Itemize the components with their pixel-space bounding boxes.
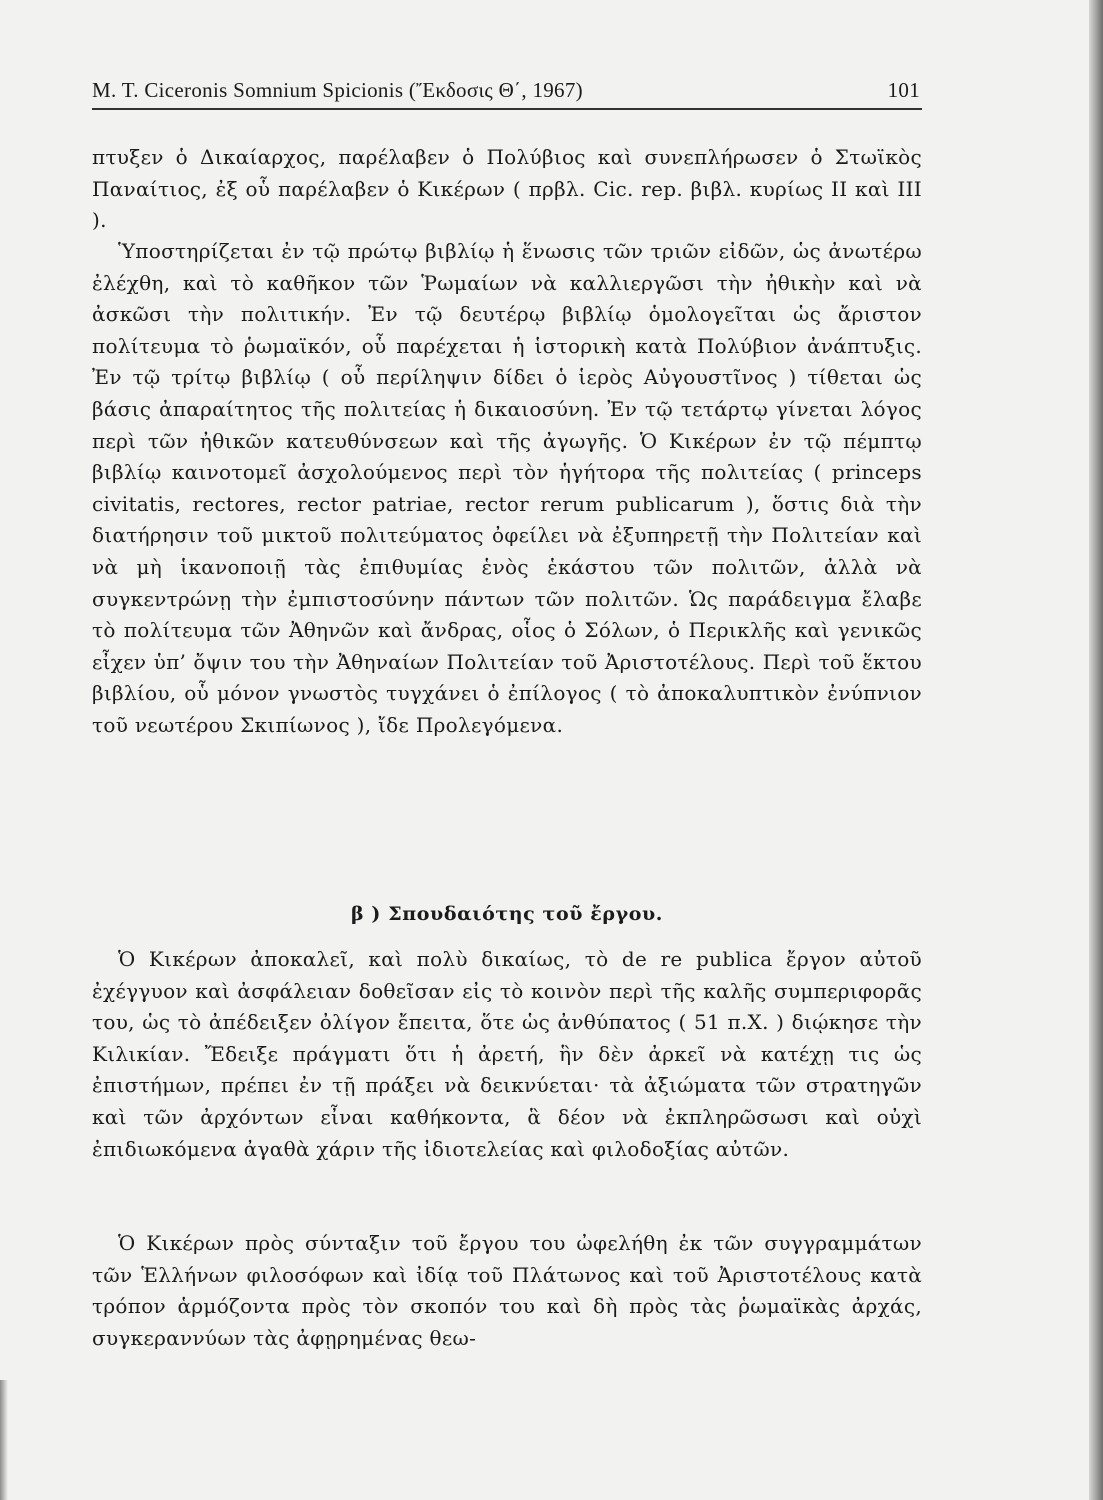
paragraph-importance: Ὁ Κικέρων ἀποκαλεῖ, καὶ πολὺ δικαίως, τὸ de re publica ἔργον αὐτοῦ ἐχέγγυον καὶ ἀσφάλειαν δοθεῖσαν εἰς τὸ κοινὸν περὶ τῆς καλῆς συμπεριφορᾶς του, ὡς τὸ ἀπέδειξεν ὀλίγον ἔπειτα, ὅτε ὡς ἀνθύπατος ( 51 π.Χ. ) διῴκησε τὴν Κιλικίαν. Ἔδειξε πράγματι ὅτι ἡ ἀρετή, ἣν δὲν ἀρκεῖ νὰ κατέχῃ τις ὡς ἐπιστήμων, πρέπει ἐν τῇ πράξει νὰ δεικνύεται· τὰ ἀξιώματα τῶν στρατηγῶν καὶ τῶν ἀρχόντων εἶναι καθήκοντα, ἃ δέον νὰ ἐκπληρῶσωσι καὶ οὐχὶ ἐπιδιωκόμενα ἀγαθὰ χάριν τῆς ἰδιοτελείας καὶ φιλοδοξίας αὐτῶν. (92, 947, 922, 1161)
page-edge-shadow (1089, 0, 1103, 1500)
paragraph-books-summary: Ὑποστηρίζεται ἐν τῷ πρώτῳ βιβλίῳ ἡ ἕνωσις τῶν τριῶν εἰδῶν, ὡς ἀνωτέρω ἐλέχθη, καὶ τὸ καθῆκον τῶν Ῥωμαίων νὰ καλλιεργῶσι τὴν ἠθικὴν καὶ νὰ ἀσκῶσι τὴν πολιτικήν. Ἐν τῷ δευτέρῳ βιβλίῳ ὁμολογεῖται ὡς ἄριστον πολίτευμα τὸ ῥωμαϊκόν, οὗ παρέχεται ἡ ἱστορικὴ κατὰ Πολύβιον ἀνάπτυξις. Ἐν τῷ τρίτῳ βιβλίῳ ( οὗ περίληψιν δίδει ὁ ἱερὸς Αὐγουστῖνος ) τίθεται ὡς βάσις ἀπαραίτητος τῆς πολιτείας ἡ δικαιοσύνη. Ἐν τῷ τετάρτῳ γίνεται λόγος περὶ τῶν ἠθικῶν κατευθύνσεων καὶ τῆς ἀγωγῆς. Ὁ Κικέρων ἐν τῷ πέμπτῳ βιβλίῳ καινοτομεῖ ἀσχολούμενος περὶ τὸν ἡγήτορα τῆς πολιτείας ( princeps civitatis, rectores, rector patriae, rector rerum publicarum ), ὅστις διὰ τὴν διατήρησιν τοῦ μικτοῦ πολιτεύματος ὀφείλει νὰ ἐξυπηρετῇ τὴν Πολιτείαν καὶ νὰ μὴ ἱκανοποιῇ τὰς ἐπιθυμίας ἑνὸς ἑκάστου τῶν πολιτῶν, ἀλλὰ νὰ συγκεντρώνῃ τὴν ἐμπιστοσύνην πάντων τῶν πολιτῶν. Ὡς παράδειγμα ἔλαβε τὸ πολίτευμα τῶν Ἀθηνῶν καὶ ἄνδρας, οἷος ὁ Σόλων, ὁ Περικλῆς καὶ γενικῶς εἶχεν ὑπ’ ὄψιν του τὴν Ἀθηναίων Πολιτείαν τοῦ Ἀριστοτέλους. Περὶ τοῦ ἕκτου βιβλίου, οὗ μόνον γνωστὸς τυγχάνει ὁ ἐπίλογος ( τὸ ἀποκαλυπτικὸν ἐνύπνιον τοῦ νεωτέρου Σκιπίωνος ), ἴδε Προλεγόμενα. (92, 239, 922, 737)
scan-edge-mark (0, 1380, 8, 1500)
page-number: 101 (887, 78, 920, 102)
paragraph-sources: Ὁ Κικέρων πρὸς σύνταξιν τοῦ ἔργου του ὠφελήθη ἐκ τῶν συγγραμμάτων τῶν Ἑλλήνων φιλοσόφων καὶ ἰδίᾳ τοῦ Πλάτωνος καὶ τοῦ Ἀριστοτέλους κατὰ τρόπον ἁρμόζοντα πρὸς τὸν σκοπόν του καὶ δὴ πρὸς τὰς ῥωμαϊκὰς ἀρχάς, συγκεραννύων τὰς ἀφῃρημένας θεω- (92, 1231, 922, 1350)
paragraph-continuation: πτυξεν ὁ Δικαίαρχος, παρέλαβεν ὁ Πολύβιος καὶ συνεπλήρωσεν ὁ Στωϊκὸς Παναίτιος, ἐξ οὗ παρέλαβεν ὁ Κικέρων ( πρβλ. Cic. rep. βιβλ. κυρίως II καὶ III ). (92, 145, 922, 233)
running-header (92, 74, 922, 110)
section-heading: β ) Σπουδαιότης τοῦ ἔργου. (350, 903, 664, 925)
running-title: M. T. Ciceronis Somnium Spicionis (Ἔκδοσις Θ΄, 1967) (92, 78, 583, 102)
